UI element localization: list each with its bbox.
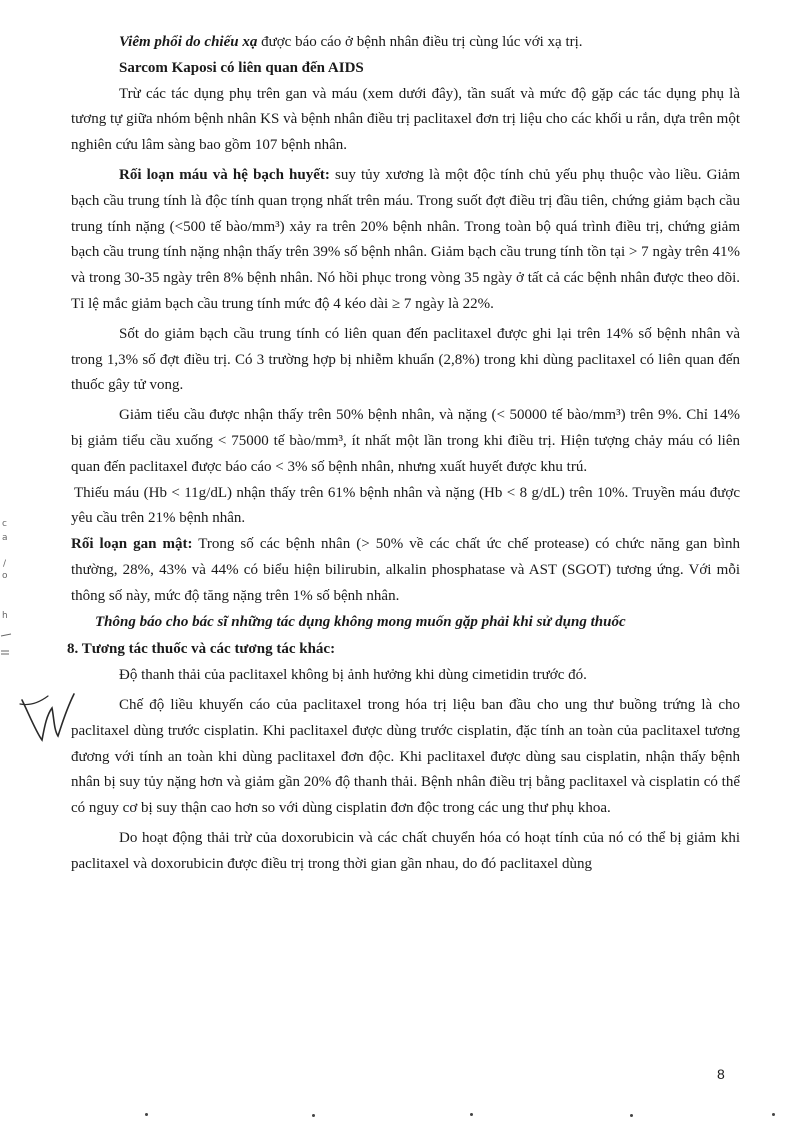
- paragraph-text: Chế độ liều khuyến cáo của paclitaxel trong hóa trị liệu ban đầu cho ung thư buồng trứng là cho paclitaxel dùng trước cisplatin. Khi paclitaxel được dùng trước cisplatin, đặc tính an toàn của paclitaxel tương đương với tính an toàn khi dùng paclitaxel đơn độc. Khi paclitaxel được dùng sau cisplatin, nhận thấy bệnh nhân bị suy tủy nặng hơn và giảm gần 20% độ thanh thải. Bệnh nhân điều trị bằng paclitaxel và cisplatin có thể có nguy cơ bị suy thận cao hơn so với dùng cisplatin đơn độc trong các ung thư phụ khoa.: [71, 696, 740, 817]
- section-heading-kaposi: [71, 56, 740, 82]
- paragraph-ks-overview: [71, 82, 740, 159]
- binding-margin-marks: [0, 470, 14, 660]
- paragraph-neutropenic-fever: [71, 322, 740, 399]
- document-body: [67, 30, 740, 878]
- paragraph-text: Do hoạt động thải trừ của doxorubicin và các chất chuyển hóa có hoạt tính của nó có thể bị giảm khi paclitaxel và doxorubicin được điều trị trong thời gian gần nhau, do đó paclitaxel dùng: [71, 829, 740, 872]
- scan-speck: [145, 1113, 148, 1116]
- paragraph-text: suy tủy xương là một độc tính chủ yếu phụ thuộc vào liều. Giảm bạch cầu trung tính là độc tính quan trọng nhất trên máu. Trong suốt đợt điều trị đầu tiên, chứng giảm bạch cầu trung tính nặng (<500 tế bào/mm³) xảy ra trên 20% bệnh nhân. Trong toàn bộ quá trình điều trị, chứng giảm bạch cầu trung tính nặng nhận thấy trên 39% số bệnh nhân. Giảm bạch cầu trung tính tồn tại > 7 ngày trên 41% và trong 30-35 ngày trên 8% bệnh nhân. Nó hồi phục trong vòng 35 ngày ở tất cả các bệnh nhân được theo dõi. Tỉ lệ mắc giảm bạch cầu trung tính mức độ 4 kéo dài ≥ 7 ngày là 22%.: [71, 166, 740, 312]
- section-heading-interactions: [67, 637, 740, 663]
- italic-term: Viêm phổi do chiếu xạ: [119, 34, 258, 50]
- svg-text:o: o: [2, 571, 8, 581]
- svg-text:c: c: [2, 519, 7, 529]
- heading-text: Sarcom Kaposi có liên quan đến AIDS: [119, 59, 364, 76]
- svg-text:a: a: [2, 533, 8, 543]
- scan-speck: [630, 1114, 633, 1117]
- scan-speck: [470, 1113, 473, 1116]
- paragraph-text: Thiếu máu (Hb < 11g/dL) nhận thấy trên 61% bệnh nhân và nặng (Hb < 8 g/dL) trên 10%. Truyền máu được yêu cầu trên 21% bệnh nhân.: [71, 484, 740, 527]
- handwritten-signature: [18, 682, 78, 752]
- page-number: 8: [717, 1066, 725, 1082]
- paragraph-blood-disorders: [71, 163, 740, 318]
- paragraph-text: được báo cáo ở bệnh nhân điều trị cùng lúc với xạ trị.: [257, 34, 583, 50]
- paragraph-text: Giảm tiểu cầu được nhận thấy trên 50% bệnh nhân, và nặng (< 50000 tế bào/mm³) trên 9%. Chỉ 14% bị giảm tiểu cầu xuống < 75000 tế bào/mm³, ít nhất một lần trong khi điều trị. Hiện tượng chảy máu có liên quan đến paclitaxel được báo cáo < 3% số bệnh nhân, nhưng xuất huyết được khu trú.: [71, 407, 740, 475]
- paragraph-doxorubicin: [71, 826, 740, 878]
- paragraph-hepatobiliary: [71, 532, 740, 609]
- svg-text:/: /: [3, 559, 7, 569]
- paragraph-text: Trừ các tác dụng phụ trên gan và máu (xem dưới đây), tần suất và mức độ gặp các tác dụng phụ là tương tự giữa nhóm bệnh nhân KS và bệnh nhân điều trị paclitaxel đơn trị liệu cho các khối u rắn, dựa trên một nghiên cứu lâm sàng bao gồm 107 bệnh nhân.: [71, 85, 740, 154]
- paragraph-cisplatin: [71, 693, 740, 822]
- paragraph-thrombocytopenia: [71, 403, 740, 480]
- heading-text: 8. Tương tác thuốc và các tương tác khác:: [67, 641, 336, 658]
- svg-text:h: h: [2, 611, 8, 621]
- scan-speck: [772, 1113, 775, 1116]
- paragraph-anemia: [71, 481, 740, 533]
- scan-speck: [312, 1114, 315, 1117]
- bold-lead: Rối loạn gan mật:: [71, 536, 193, 553]
- bold-lead: Rối loạn máu và hệ bạch huyết:: [119, 166, 330, 183]
- adverse-effect-notice: [71, 610, 740, 636]
- paragraph-text: Độ thanh thải của paclitaxel không bị ảnh hưởng khi dùng cimetidin trước đó.: [119, 667, 587, 684]
- paragraph-radiation-pneumonitis: [71, 30, 740, 56]
- paragraph-text: Trong số các bệnh nhân (> 50% về các chất ức chế protease) có chức năng gan bình thường, 28%, 43% và 44% có biểu hiện bilirubin, alkalin phosphatase và AST (SGOT) tương ứng. Với mỗi thông số này, mức độ tăng nặng trên 1% số bệnh nhân.: [71, 536, 740, 604]
- paragraph-text: Sốt do giảm bạch cầu trung tính có liên quan đến paclitaxel được ghi lại trên 14% số bệnh nhân và trong 1,3% số đợt điều trị. Có 3 trường hợp bị nhiễm khuẩn (2,8%) trong khi dùng paclitaxel có liên quan đến thuốc gây tử vong.: [71, 325, 740, 394]
- notice-text: Thông báo cho bác sĩ những tác dụng không mong muốn gặp phải khi sử dụng thuốc: [95, 613, 626, 630]
- paragraph-cimetidine: [71, 663, 740, 689]
